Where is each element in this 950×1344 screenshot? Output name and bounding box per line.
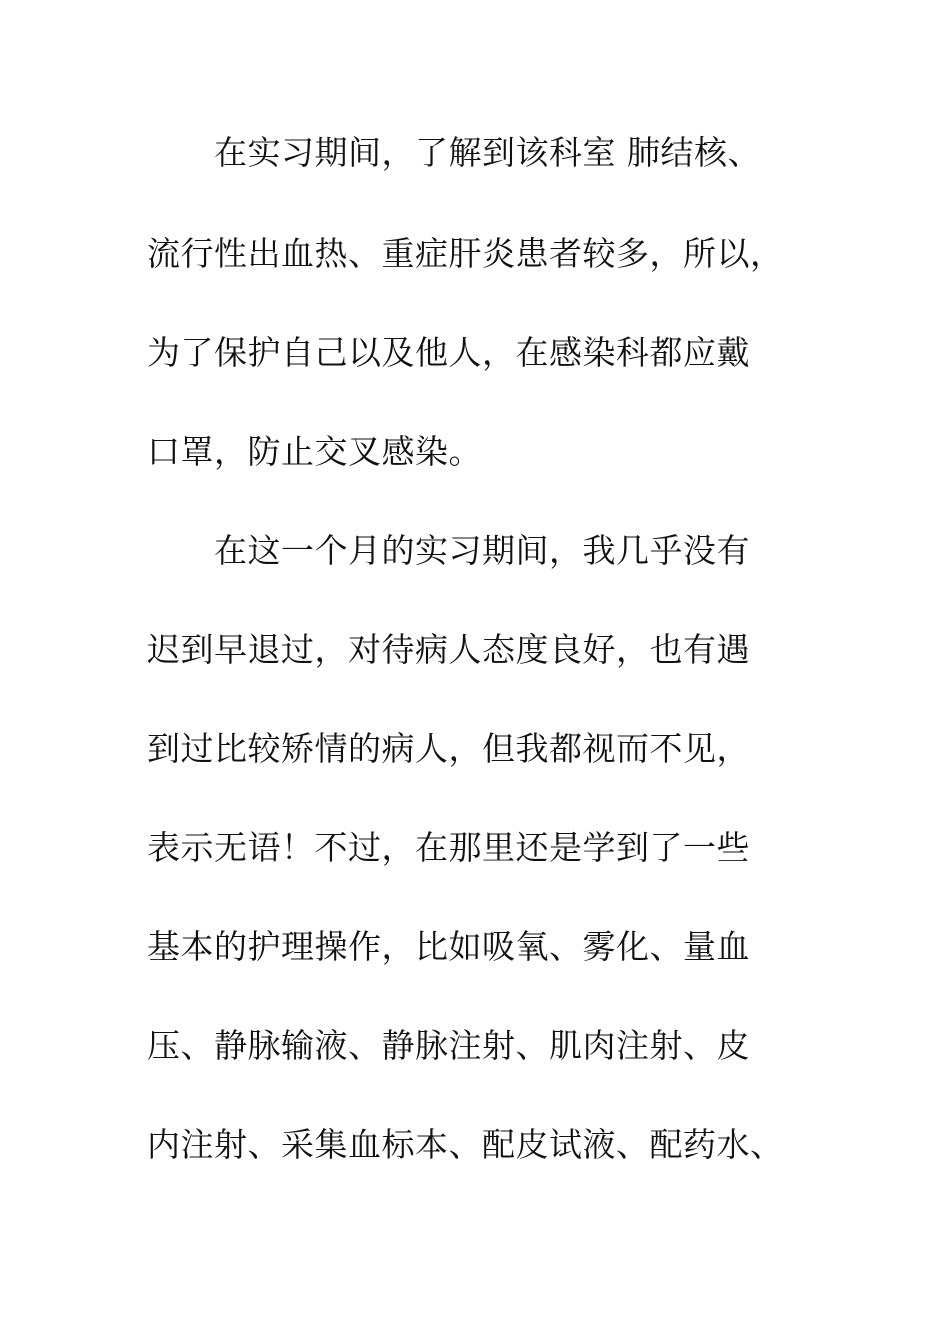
paragraph-1-line-4: 口罩，防止交叉感染。	[147, 432, 482, 471]
paragraph-2-line-5: 基本的护理操作，比如吸氧、雾化、量血	[147, 927, 750, 966]
paragraph-2-line-2: 迟到早退过，对待病人态度良好，也有遇	[147, 630, 750, 669]
paragraph-1-line-2: 流行性出血热、重症肝炎患者较多，所以，	[147, 234, 784, 273]
paragraph-1-line-1: 在实习期间，了解到该科室 肺结核、	[214, 133, 761, 172]
paragraph-2-line-1: 在这一个月的实习期间，我几乎没有	[214, 531, 750, 570]
paragraph-2-line-3: 到过比较矫情的病人，但我都视而不见，	[147, 729, 750, 768]
paragraph-2-line-4: 表示无语！不过，在那里还是学到了一些	[147, 828, 750, 867]
paragraph-1-line-3: 为了保护自己以及他人，在感染科都应戴	[147, 333, 750, 372]
paragraph-2-line-7: 内注射、采集血标本、配皮试液、配药水、	[147, 1125, 784, 1164]
paragraph-2-line-6: 压、静脉输液、静脉注射、肌肉注射、皮	[147, 1026, 750, 1065]
